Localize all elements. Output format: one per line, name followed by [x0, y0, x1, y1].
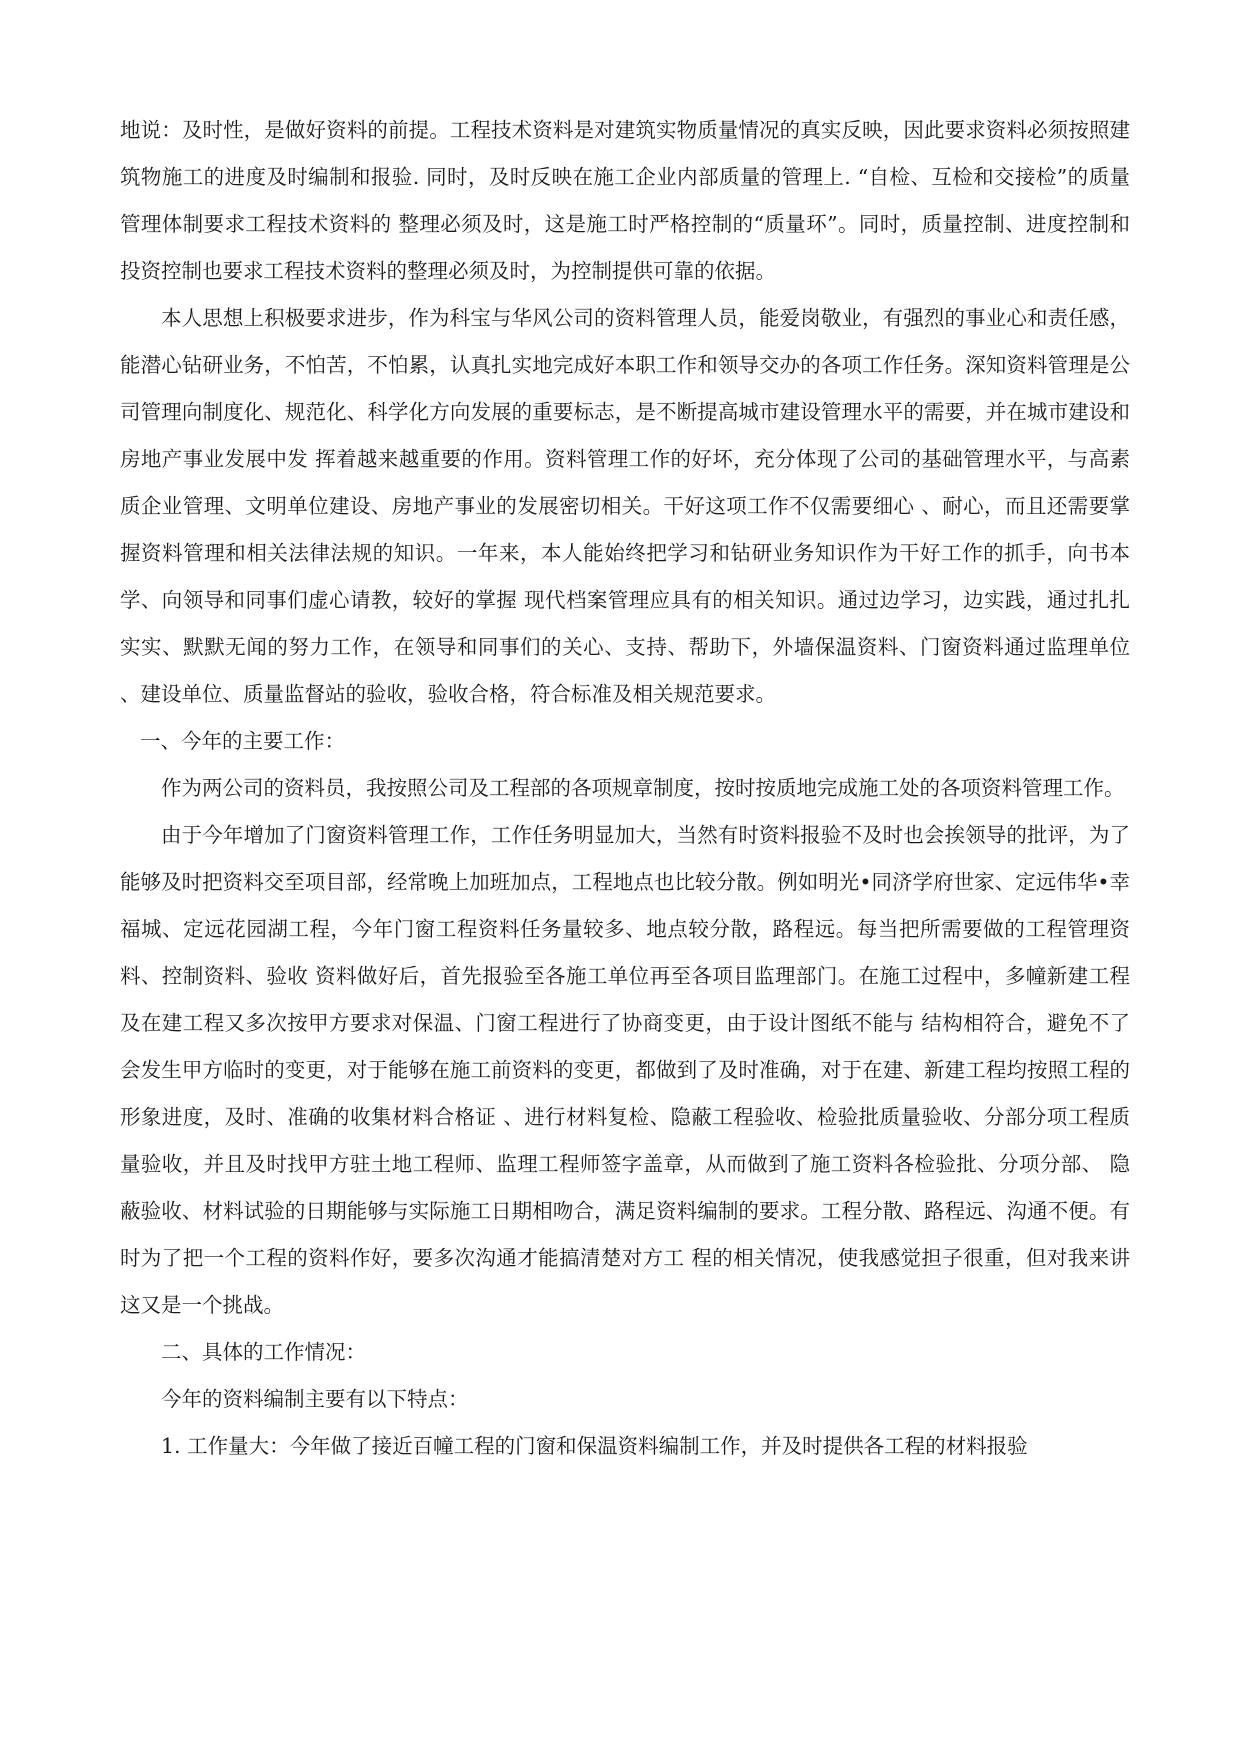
- section-heading-main-work: 一、今年的主要工作：: [140, 729, 345, 753]
- paragraph-self-assessment: 本人思想上积极要求进步，作为科宝与华风公司的资料管理人员，能爱岗敬业，有强烈的事业心和责任感，能潜心钻研业务，不怕苦，不怕累，认真扎实地完成好本职工作和领导交办的各项工作任务。深知资料管理是公司管理向制度化、规范化、科学化方向发展的重要标志，是不断提高城市建设管理水平的需要，并在城市建设和房地产事业发展中发 挥着越来越重要的作用。资料管理工作的好坏，充分体现了公司的基础管理水平，与高素质企业管理、文明单位建设、房地产事业的发展密切相关。干好这项工作不仅需要细心 、耐心，而且还需要掌握资料管理和相关法律法规的知识。一年来，本人能始终把学习和钻研业务知识作为干好工作的抓手，向书本学、向领导和同事们虚心请教，较好的掌握 现代档案管理应具有的相关知识。通过边学习，边实践，通过扎扎实实、默默无闻的努力工作，在领导和同事们的关心、支持、帮助下，外墙保温资料、门窗资料通过监理单位 、建设单位、质量监督站的验收，验收合格，符合标准及相关规范要求。: [120, 306, 1130, 706]
- paragraph-role-description: 作为两公司的资料员，我按照公司及工程部的各项规章制度，按时按质地完成施工处的各项资料管理工作。: [161, 776, 1125, 800]
- paragraph-workload-details: 由于今年增加了门窗资料管理工作，工作任务明显加大，当然有时资料报验不及时也会挨领导的批评，为了能够及时把资料交至项目部，经常晚上加班加点，工程地点也比较分散。例如明光•同济学府世家、定远伟华•幸福城、定远花园湖工程，今年门窗工程资料任务量较多、地点较分散，路程远。每当把所需要做的工程管理资料、控制资料、验收 资料做好后，首先报验至各施工单位再至各项目监理部门。在施工过程中，多幢新建工程及在建工程又多次按甲方要求对保温、门窗工程进行了协商变更，由于设计图纸不能与 结构相符合，避免不了会发生甲方临时的变更，对于能够在施工前资料的变更，都做到了及时准确，对于在建、新建工程均按照工程的形象进度，及时、准确的收集材料合格证 、进行材料复检、隐蔽工程验收、检验批质量验收、分部分项工程质量验收，并且及时找甲方驻土地工程师、监理工程师签字盖章，从而做到了施工资料各检验批、分项分部、 隐蔽验收、材料试验的日期能够与实际施工日期相吻合，满足资料编制的要求。工程分散、路程远、沟通不便。有时为了把一个工程的资料作好，要多次沟通才能搞清楚对方工 程的相关情况，使我感觉担子很重，但对我来讲这又是一个挑战。: [120, 823, 1130, 1317]
- document-page: [120, 107, 1130, 1470]
- section-heading-specific-work: 二、具体的工作情况：: [161, 1340, 366, 1364]
- paragraph-features-intro: 今年的资料编制主要有以下特点：: [161, 1387, 469, 1411]
- list-item-workload: 1. 工作量大：今年做了接近百幢工程的门窗和保温资料编制工作，并及时提供各工程的材料报验: [161, 1434, 1028, 1458]
- paragraph-quality-timeliness: 地说：及时性，是做好资料的前提。工程技术资料是对建筑实物质量情况的真实反映，因此要求资料必须按照建筑物施工的进度及时编制和报验. 同时，及时反映在施工企业内部质量的管理上. “自检、互检和交接检”的质量管理体制要求工程技术资料的 整理必须及时，这是施工时严格控制的“质量环”。同时，质量控制、进度控制和投资控制也要求工程技术资料的整理必须及时，为控制提供可靠的依据。: [120, 118, 1130, 283]
